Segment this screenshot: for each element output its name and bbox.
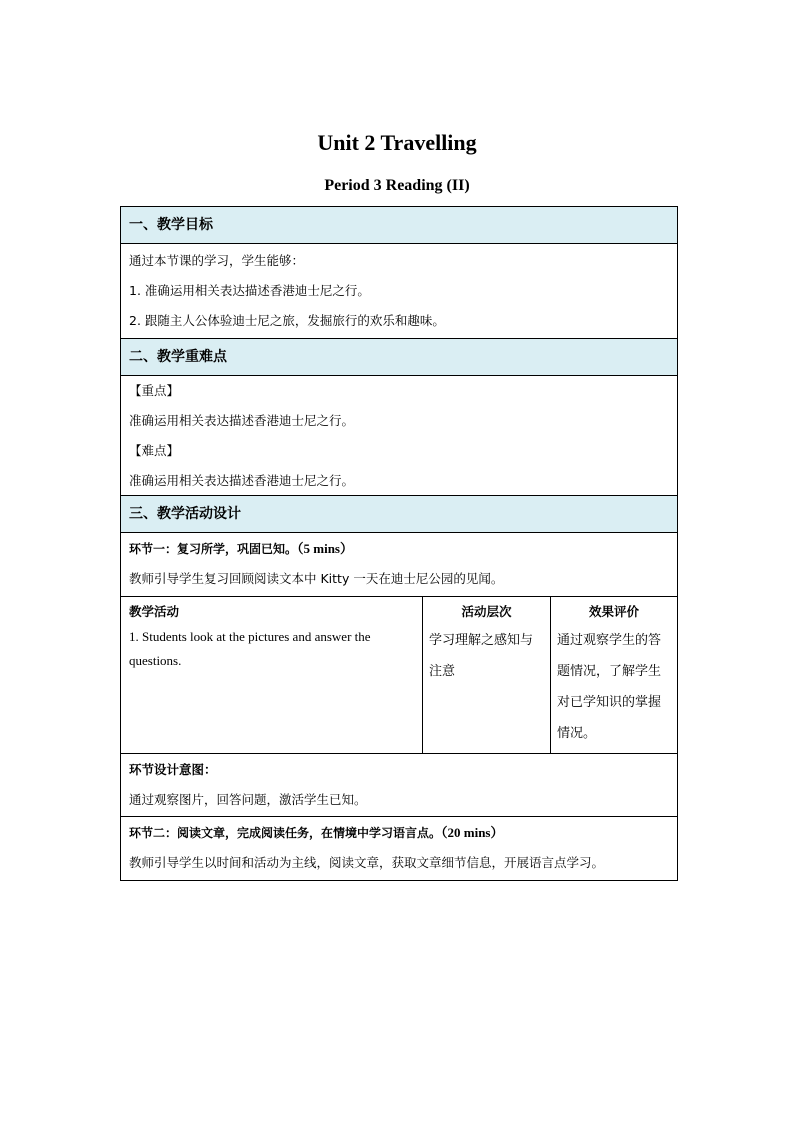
key-points-body [121, 376, 677, 496]
stage1-header [121, 533, 677, 597]
stage1-title [129, 534, 669, 564]
stage2-title [129, 818, 669, 848]
level-column [423, 597, 551, 753]
lesson-plan-table [120, 206, 678, 881]
stage1-title-cn: 环节一：复习所学，巩固已知。 [129, 542, 298, 556]
design-intent-text: 通过观察图片，回答问题，激活学生已知。 [129, 792, 367, 807]
activity-column-header: 教学活动 [129, 604, 180, 619]
evaluation-text: 通过观察学生的答题情况，了解学生对已学知识的掌握情况。 [557, 633, 662, 741]
focus-label: 【重点】 [129, 383, 180, 398]
stage2-title-time: （20 mins） [441, 825, 504, 840]
stage2-header [121, 817, 677, 880]
difficulty-text: 准确运用相关表达描述香港迪士尼之行。 [129, 473, 355, 488]
level-text: 学习理解之感知与注意 [429, 633, 534, 679]
stage2-description: 教师引导学生以时间和活动为主线，阅读文章，获取文章细节信息，开展语言点学习。 [129, 855, 605, 870]
stage1-design-intent [121, 754, 677, 817]
objective-2: 2. 跟随主人公体验迪士尼之旅，发掘旅行的欢乐和趣味。 [129, 313, 445, 328]
objectives-intro: 通过本节课的学习，学生能够： [129, 253, 305, 268]
page-title: Unit 2 Travelling [317, 130, 477, 155]
difficulty-label: 【难点】 [129, 443, 180, 458]
page-subtitle: Period 3 Reading (II) [324, 177, 470, 194]
stage1-title-time: （5 mins） [297, 541, 353, 556]
evaluation-column-header: 效果评价 [588, 604, 639, 619]
activity-text: 1. Students look at the pictures and answer the questions. [129, 629, 371, 668]
objectives-heading: 一、教学目标 [121, 207, 677, 244]
activity-column [121, 597, 423, 753]
stage1-description: 教师引导学生复习回顾阅读文本中 Kitty 一天在迪士尼公园的见闻。 [129, 571, 504, 586]
focus-text: 准确运用相关表达描述香港迪士尼之行。 [129, 413, 355, 428]
stage1-activity-table [121, 597, 677, 754]
evaluation-column [551, 597, 677, 753]
activities-heading: 三、教学活动设计 [121, 496, 677, 533]
stage2-title-cn: 环节二：阅读文章，完成阅读任务，在情境中学习语言点。 [129, 826, 442, 840]
design-intent-label: 环节设计意图： [129, 762, 217, 777]
objectives-body [121, 244, 677, 339]
objective-1: 1. 准确运用相关表达描述香港迪士尼之行。 [129, 283, 370, 298]
key-points-heading: 二、教学重难点 [121, 339, 677, 376]
level-column-header: 活动层次 [461, 604, 512, 619]
